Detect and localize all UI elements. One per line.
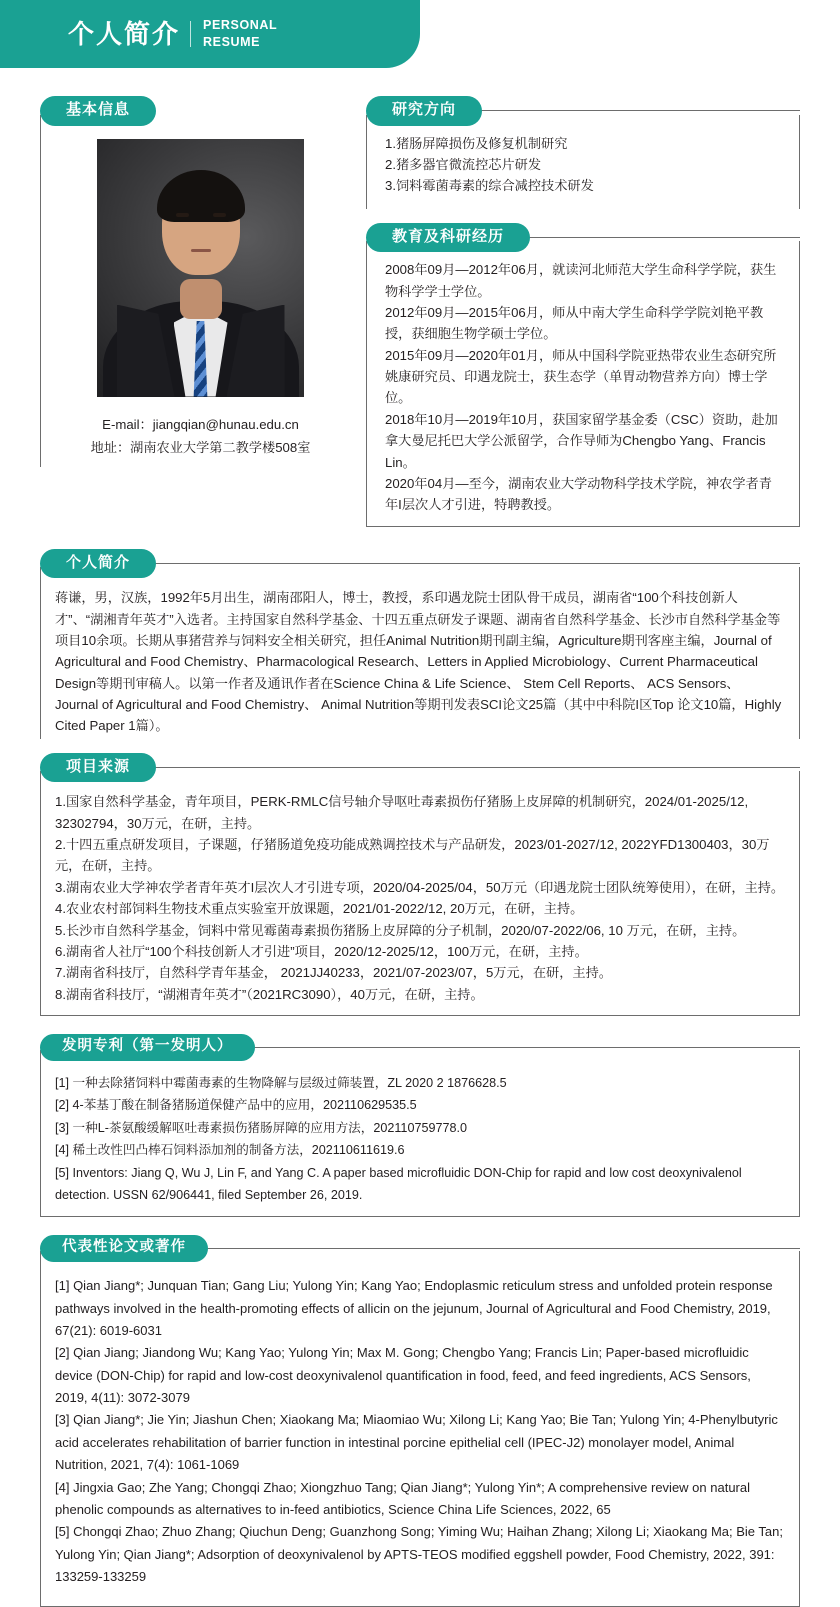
section-label-patents: 发明专利（第一发明人） [40, 1034, 255, 1061]
list-item: [2] Qian Jiang; Jiandong Wu; Kang Yao; Yulong Yin; Max M. Gong; Chengbo Yang; Francis Lin; Paper-based microfluidic device (DON-Chip) for rapid and low-cost deoxynivalenol quantification in food, feed, and feed ingredients, ACS Sensors, 2019, 4(11): 3072-3079 [55, 1345, 751, 1406]
header-rule [206, 1248, 800, 1249]
research-direction-box [366, 115, 800, 209]
education-list [385, 259, 783, 516]
publications-list [55, 1275, 785, 1588]
list-item: [3] 一种L-茶氨酸缓解呕吐毒素损伤猪肠屏障的应用方法，202110759778.0 [55, 1120, 467, 1135]
page-title-english-line1: PERSONAL [203, 18, 278, 33]
page-title: 个人简介 [68, 19, 181, 49]
list-item: 1.国家自然科学基金，青年项目，PERK-RMLC信号轴介导呕吐毒素损伤仔猪肠上皮屏障的机制研究，2024/01-2025/12, 32302794，30万元，在研，主持。 [55, 794, 749, 831]
list-item: 8.湖南省科技厅，“湖湘青年英才”（2021RC3090），40万元，在研，主持。 [55, 986, 484, 1002]
patents-list [55, 1072, 785, 1206]
publications-header [40, 1235, 800, 1262]
section-label-basic-info: 基本信息 [40, 96, 156, 126]
resume-body [0, 96, 840, 1607]
project-sources-box [40, 771, 800, 1016]
list-item: 6.湖南省人社厅“100个科技创新人才引进”项目，2020/12-2025/12，100万元，在研，主持。 [55, 943, 588, 959]
patents-header [40, 1034, 800, 1061]
list-item: 3.饲料霉菌毒素的综合减控技术研发 [385, 178, 594, 194]
education-box [366, 241, 800, 527]
research-education-column [366, 96, 800, 527]
project-sources-header [40, 753, 800, 783]
list-item: 5.长沙市自然科学基金，饲料中常见霉菌毒素损伤猪肠上皮屏障的分子机制，2020/07-2022/06, 10 万元，在研，主持。 [55, 922, 746, 938]
contact-details [41, 413, 360, 459]
education-header [366, 223, 800, 253]
address-line: 地址：湖南农业大学第二教学楼508室 [90, 439, 311, 455]
list-item: 2020年04月—至今，湖南农业大学动物科学技术学院，神农学者青年I层次人才引进，特聘教授。 [385, 475, 772, 513]
list-item: 1.猪肠屏障损伤及修复机制研究 [385, 135, 568, 151]
personal-profile-box [40, 567, 800, 739]
header-rule [480, 110, 800, 111]
list-item: 2008年09月—2012年06月，就读河北师范大学生命科学学院，获生物科学学士学位。 [385, 262, 777, 299]
list-item: [4] 稀土改性凹凸棒石饲料添加剂的制备方法，202110611619.6 [55, 1143, 405, 1158]
personal-profile-text: 蒋谦，男，汉族，1992年5月出生，湖南邵阳人，博士，教授，系印遇龙院士团队骨干成员，湖南省“100个科技创新人才”、“湖湘青年英才”入选者。主持国家自然科学基金、十四五重点研发子课题、湖南省自然科学基金、长沙市自然科学基金等项目10余项。长期从事猪营养与饲料安全相关研究，担任Animal Nutrition期刊副主编，Agriculture期刊客座主编，Journal of Agricultural and Food Chemistry、Pharmacological Research、Letters in Applied Microbiology、Current Pharmaceutical Design等期刊审稿人。以第一作者及通讯作者在Science China & Life Science、 Stem Cell Reports、 ACS Sensors、 Journal of Agricultural and Food Chemistry、 Animal Nutrition等期刊发表SCI论文25篇（其中中科院I区Top 论文10篇，Highly Cited Paper 1篇）。 [55, 590, 782, 734]
section-label-research-direction: 研究方向 [366, 96, 482, 126]
list-item: 2.猪多器官微流控芯片研发 [385, 156, 542, 172]
basic-info-box [40, 115, 360, 467]
list-item: 2018年10月—2019年10月，获国家留学基金委（CSC）资助，赴加拿大曼尼托巴大学公派留学，合作导师为Chengbo Yang、Francis Lin。 [385, 411, 778, 470]
list-item: [1] 一种去除猪饲料中霉菌毒素的生物降解与层级过筛装置，ZL 2020 2 1876628.5 [55, 1075, 507, 1090]
section-label-publications: 代表性论文或著作 [40, 1235, 208, 1262]
top-section-row [40, 96, 800, 527]
publications-box [40, 1251, 800, 1607]
header-rule [154, 767, 800, 768]
list-item: [5] Chongqi Zhao; Zhuo Zhang; Qiuchun Deng; Guanzhong Song; Yiming Wu; Haihan Zhang; Xilong Li; Xiaokang Ma; Bie Tan; Yulong Yin; Qian Jiang*; Adsorption of deoxynivalenol by APTS-TEOS modified eggshell powder, Food Chemistry, 2022, 391: 133259-133259 [55, 1524, 783, 1584]
list-item: 2015年09月—2020年01月，师从中国科学院亚热带农业生态研究所姚康研究员、印遇龙院士，获生态学（单胃动物营养方向）博士学位。 [385, 347, 777, 406]
project-sources-list [55, 791, 785, 1005]
list-item: 2.十四五重点研发项目，子课题，仔猪肠道免疫功能成熟调控技术与产品研发，2023/01-2027/12, 2022YFD1300403，30万元，在研，主持。 [55, 837, 770, 874]
research-direction-header [366, 96, 800, 126]
list-item: [2] 4-苯基丁酸在制备猪肠道保健产品中的应用，202110629535.5 [55, 1098, 417, 1113]
page-header-banner [0, 0, 420, 68]
list-item: 3.湖南农业大学神农学者青年英才I层次人才引进专项，2020/04-2025/04，50万元（印遇龙院士团队统筹使用），在研，主持。 [55, 879, 785, 895]
section-label-education: 教育及科研经历 [366, 223, 530, 253]
list-item: 7.湖南省科技厅，自然科学青年基金， 2021JJ40233，2021/07-2023/07，5万元，在研，主持。 [55, 965, 612, 981]
personal-profile-header [40, 549, 800, 579]
email-line: E-mail：jiangqian@hunau.edu.cn [102, 416, 299, 432]
project-sources-section [40, 753, 800, 1016]
list-item: 2012年09月—2015年06月，师从中南大学生命科学学院刘艳平教授，获细胞生物学硕士学位。 [385, 304, 764, 342]
list-item: 4.农业农村部饲料生物技术重点实验室开放课题，2021/01-2022/12, 20万元，在研，主持。 [55, 901, 584, 917]
header-divider [190, 21, 191, 47]
list-item: [3] Qian Jiang*; Jie Yin; Jiashun Chen; Xiaokang Ma; Miaomiao Wu; Xilong Li; Kang Yao; Bie Tan; Yulong Yin; 4-Phenylbutyric acid accelerates rehabilitation of barrier function in intestinal porcine epithelial cell (IPEC-J2) monolayer model, Animal Nutrition, 2021, 7(4): 1061-1069 [55, 1412, 778, 1473]
list-item: [1] Qian Jiang*; Junquan Tian; Gang Liu; Yulong Yin; Kang Yao; Endoplasmic reticulum stress and unfolded protein response pathways involved in the health-promoting effects of allicin on the jejunum, Journal of Agricultural and Food Chemistry, 2019, 67(21): 6019-6031 [55, 1278, 773, 1339]
patents-box [40, 1050, 800, 1217]
header-rule [528, 237, 800, 238]
page-title-english [203, 17, 277, 51]
list-item: [4] Jingxia Gao; Zhe Yang; Chongqi Zhao; Xiongzhuo Tang; Qian Jiang*; Yulong Yin*; A comprehensive review on natural phenolic compounds as alternatives to in-feed antibiotics, Science China Life Sciences, 2022, 65 [55, 1479, 750, 1517]
section-label-personal-profile: 个人简介 [40, 549, 156, 579]
header-rule [253, 1047, 801, 1048]
basic-info-header [40, 96, 360, 126]
portrait-photo [97, 139, 304, 397]
header-rule [154, 563, 800, 564]
section-label-project-sources: 项目来源 [40, 753, 156, 783]
publications-section [40, 1235, 800, 1607]
personal-profile-section [40, 549, 800, 739]
research-direction-list [385, 133, 783, 197]
list-item: [5] Inventors: Jiang Q, Wu J, Lin F, and Yang C. A paper based microfluidic DON-Chip for rapid and low cost deoxynivalenol detection. USSN 62/906441, filed September 26, 2019. [55, 1165, 742, 1202]
patents-section [40, 1034, 800, 1217]
page-title-english-line2: RESUME [203, 35, 261, 49]
basic-info-column [40, 96, 360, 467]
